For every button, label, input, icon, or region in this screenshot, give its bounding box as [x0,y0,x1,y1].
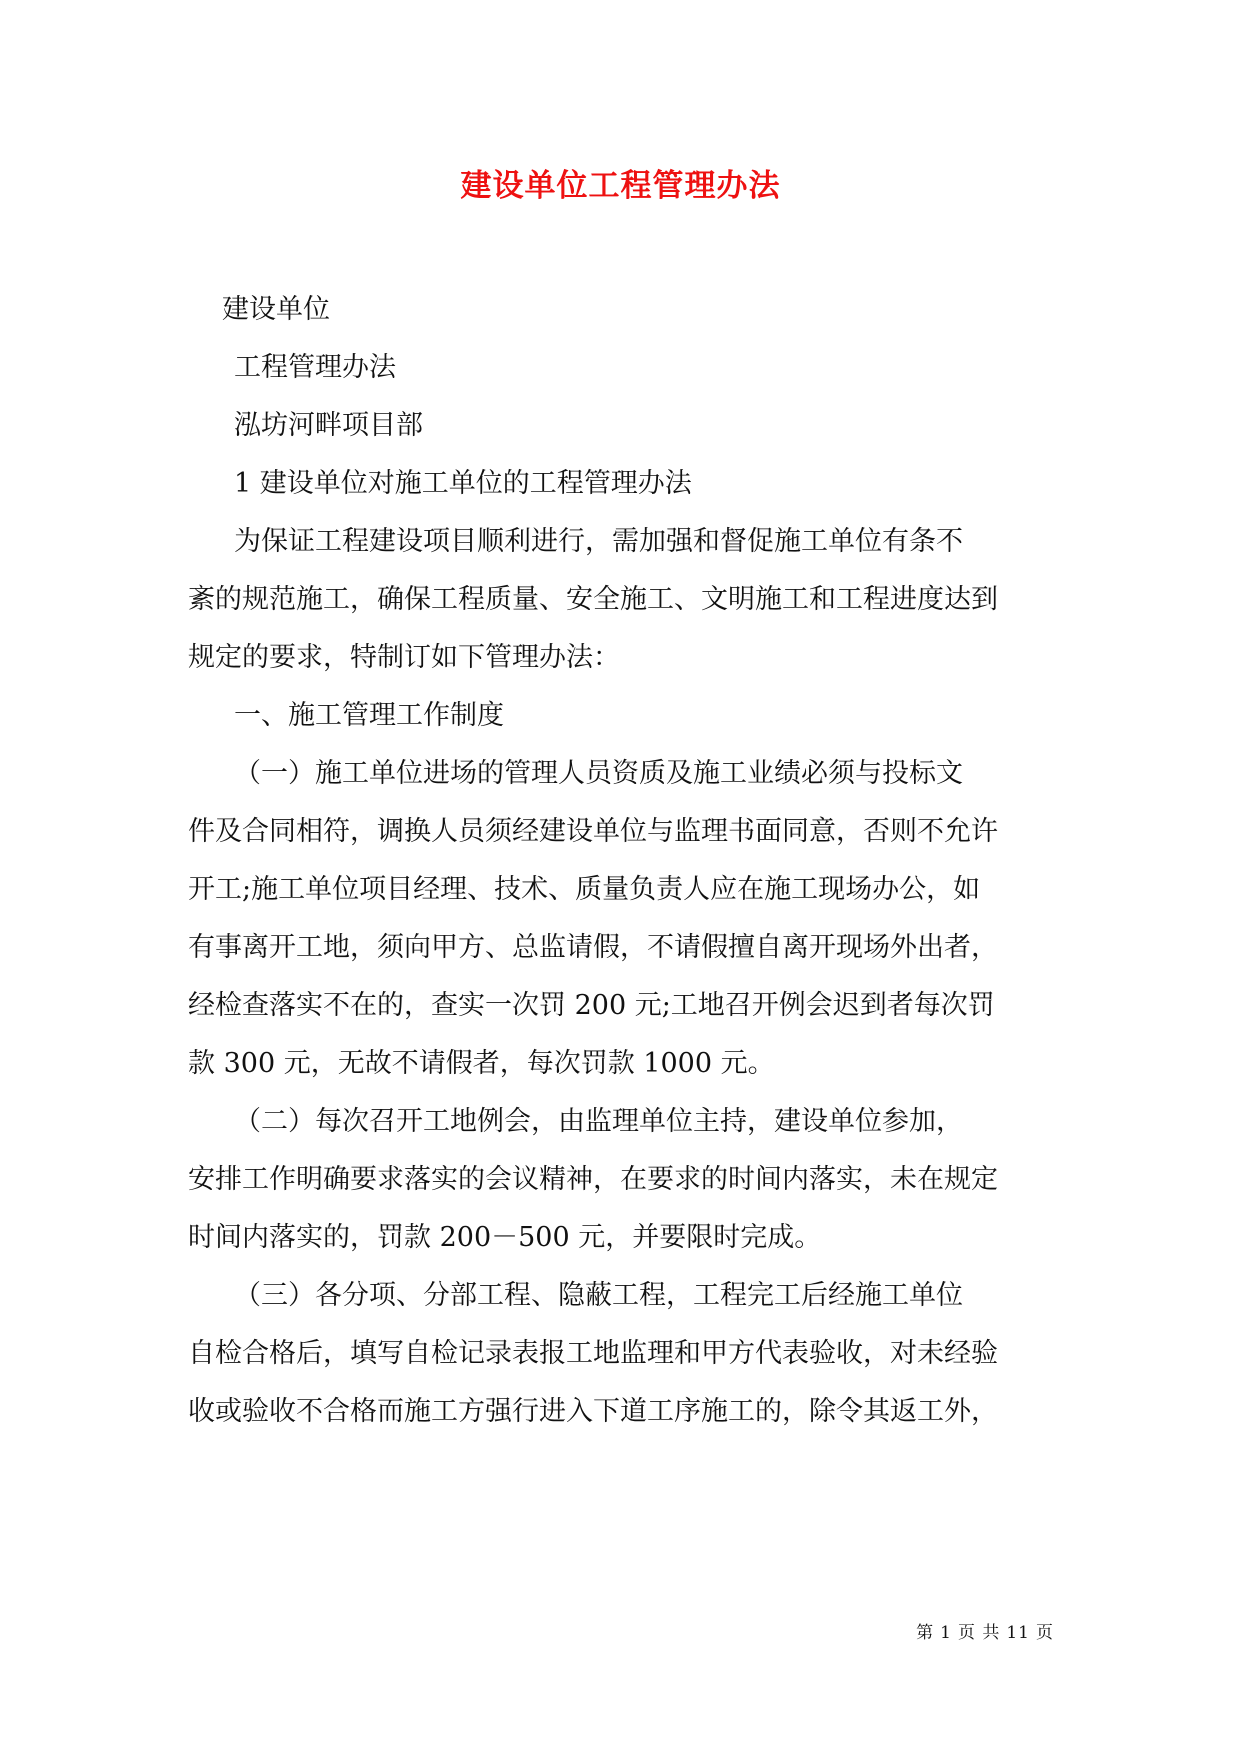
paragraph-line: （一）施工单位进场的管理人员资质及施工业绩必须与投标文 [234,758,963,789]
footer-middle: 页 共 [957,1623,1001,1643]
paragraph-line: 开工;施工单位项目经理、技术、质量负责人应在施工现场办公，如 [188,874,981,905]
document-title: 建设单位工程管理办法 [460,168,781,204]
paragraph-line: 收或验收不合格而施工方强行进入下道工序施工的，除令其返工外， [188,1396,998,1427]
section-heading-1: 1 建设单位对施工单位的工程管理办法 [234,468,692,499]
text-line-unit: 建设单位 [222,294,330,325]
paragraph-line: 规定的要求，特制订如下管理办法： [188,642,620,673]
paragraph-line: 经检查落实不在的，查实一次罚 200 元;工地召开例会迟到者每次罚 [188,990,995,1021]
paragraph-line: 有事离开工地，须向甲方、总监请假，不请假擅自离开现场外出者， [188,932,998,963]
paragraph-line: 为保证工程建设项目顺利进行，需加强和督促施工单位有条不 [234,526,963,557]
footer-page-number: 1 [940,1623,952,1643]
section-heading-2: 一、施工管理工作制度 [234,700,504,731]
paragraph-line: （三）各分项、分部工程、隐蔽工程，工程完工后经施工单位 [234,1280,963,1311]
text-line-method: 工程管理办法 [234,352,396,383]
page-footer [0,1618,1054,1643]
paragraph-line: 件及合同相符，调换人员须经建设单位与监理书面同意，否则不允许 [188,816,998,847]
footer-prefix: 第 [916,1623,935,1643]
footer-suffix: 页 [1036,1623,1054,1643]
paragraph-line: 时间内落实的，罚款 200－500 元，并要限时完成。 [188,1222,822,1253]
paragraph-line: 紊的规范施工，确保工程质量、安全施工、文明施工和工程进度达到 [188,584,998,615]
footer-total-pages: 11 [1006,1623,1030,1643]
paragraph-line: 自检合格后，填写自检记录表报工地监理和甲方代表验收，对未经验 [188,1338,998,1369]
paragraph-line: 款 300 元，无故不请假者，每次罚款 1000 元。 [188,1048,775,1079]
text-line-project: 泓坊河畔项目部 [234,410,423,441]
paragraph-line: （二）每次召开工地例会，由监理单位主持，建设单位参加， [234,1106,963,1137]
paragraph-line: 安排工作明确要求落实的会议精神，在要求的时间内落实，未在规定 [188,1164,998,1195]
